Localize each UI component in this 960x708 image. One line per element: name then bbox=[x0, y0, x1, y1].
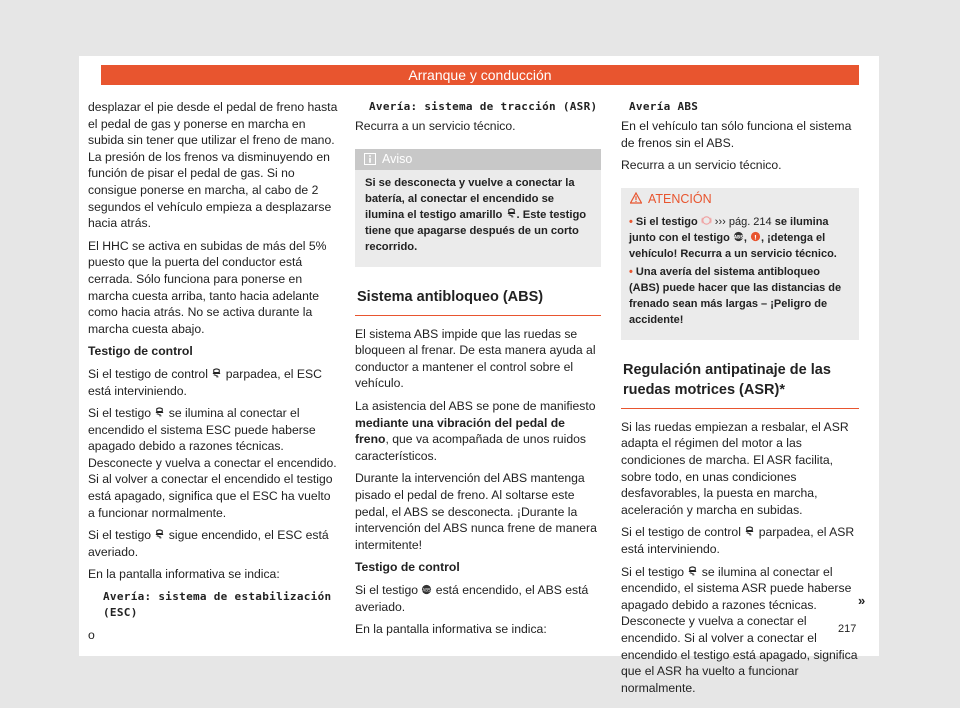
paragraph bbox=[355, 398, 601, 464]
esc-warning-icon bbox=[687, 566, 698, 577]
warning-box-body bbox=[621, 210, 859, 340]
page-number: 217 bbox=[838, 623, 857, 635]
paragraph bbox=[355, 582, 601, 615]
chapter-header: Arranque y conducción bbox=[101, 65, 859, 85]
paragraph bbox=[88, 405, 340, 521]
esc-warning-icon bbox=[506, 208, 517, 219]
paragraph bbox=[88, 366, 340, 399]
text-run: . Este testigo tiene que apagarse después de un corto recorrido. bbox=[365, 208, 587, 253]
paragraph bbox=[621, 524, 859, 557]
subheading: Testigo de control bbox=[355, 560, 460, 575]
text-run: parpadea, el ESC está interviniendo. bbox=[88, 366, 322, 398]
abs-warning-icon bbox=[421, 584, 432, 595]
paragraph: El sistema ABS impide que las ruedas se bloqueen al frenar. De esta manera ayuda al conductor a mantener el control sobre el vehículo. bbox=[355, 326, 596, 391]
paragraph: desplazar el pie desde el pedal de freno hasta el pedal de gas y ponerse en marcha en subida sin tener que utilizar el freno de mano. La presión de los frenos va disminuyendo en función de pisar el pedal de gas. Si no consigue ponerse en marcha, al cabo de 2 segundos el vehículo empieza a desplazarse hacia atrás. bbox=[88, 100, 338, 231]
warning-box-header bbox=[621, 188, 859, 210]
column-1 bbox=[88, 99, 340, 650]
emphasis-text: mediante una vibración del pedal de freno bbox=[355, 415, 565, 447]
esc-warning-icon bbox=[154, 407, 165, 418]
section-heading: Regulación antipatinaje de las ruedas motrices (ASR)* bbox=[621, 360, 859, 409]
text-run: Si el testigo de control bbox=[621, 525, 741, 540]
info-icon bbox=[364, 153, 376, 165]
display-message: Avería: sistema de estabilización (ESC) bbox=[103, 590, 332, 620]
note-box bbox=[355, 149, 601, 267]
warning-triangle-icon bbox=[630, 192, 642, 204]
note-box-header bbox=[355, 149, 601, 170]
paragraph: Recurra a un servicio técnico. bbox=[355, 119, 516, 133]
esc-warning-icon bbox=[154, 529, 165, 540]
abs-warning-icon bbox=[733, 231, 744, 242]
column-3 bbox=[621, 99, 859, 702]
brake-warning-icon bbox=[701, 215, 712, 226]
warning-box-title: ATENCIÓN bbox=[648, 191, 712, 206]
text-run: se ilumina al conectar el encendido el sistema ESC puede haberse apagado debido a razones técnicas. Desconecte y vuelva a conectar el encendido. Si al volver a conectar el encendido el testigo está apagado, significa que el ESC ha vuelto a funcionar normalmente. bbox=[88, 406, 337, 520]
display-message: Avería ABS bbox=[629, 100, 699, 113]
paragraph bbox=[88, 527, 340, 560]
esc-warning-icon bbox=[744, 526, 755, 537]
section-heading: Sistema antibloqueo (ABS) bbox=[355, 287, 601, 316]
svg-text:ABS: ABS bbox=[422, 587, 431, 593]
paragraph: En la pantalla informativa se indica: bbox=[355, 622, 547, 637]
paragraph: Durante la intervención del ABS mantenga pisado el pedal de freno. Al soltarse este pedal, el ABS se desconecta. ¡Durante la intervención del ABS nunca frene de manera intermitente! bbox=[355, 471, 597, 552]
bullet-icon: • bbox=[629, 215, 633, 228]
text-run: Si el testigo bbox=[635, 215, 698, 228]
text-run: Si el testigo de control bbox=[88, 366, 208, 381]
text-run: , que va acompañada de unos ruidos característicos. bbox=[355, 432, 587, 463]
page-reference: ››› pág. 214 bbox=[714, 215, 772, 228]
text-run: Una avería del sistema antibloqueo (ABS) puede hacer que las distancias de frenado sean más largas – ¡Peligro de accidente! bbox=[629, 265, 842, 326]
text-run: Si el testigo bbox=[355, 582, 419, 597]
paragraph: En la pantalla informativa se indica: bbox=[88, 567, 280, 582]
bullet-item bbox=[629, 264, 851, 328]
text-run: parpadea, el ASR está interviniendo. bbox=[621, 525, 855, 556]
note-box-body bbox=[355, 170, 601, 267]
continue-mark: » bbox=[858, 593, 866, 608]
brake-fault-icon bbox=[750, 231, 761, 242]
esc-warning-icon bbox=[211, 368, 222, 379]
warning-box bbox=[621, 188, 859, 340]
text-run: sigue encendido, el ESC está averiado. bbox=[88, 528, 329, 559]
bullet-item: • Si el testigo ››› pág. 214 se ilumina junto con el testigo ABS , ! , ¡detenga el vehículo! Recurra a un servicio técnico. bbox=[629, 215, 837, 260]
text-run: Si se desconecta y vuelve a conectar la batería, al conectar el encendido se ilumina el testigo amarillo bbox=[365, 176, 575, 221]
note-box-title: Aviso bbox=[382, 151, 413, 166]
bullet-icon: • bbox=[629, 265, 633, 278]
text-run: Si el testigo bbox=[88, 406, 152, 421]
paragraph: Si las ruedas empiezan a resbalar, el ASR adapta el régimen del motor a las condiciones de marcha. El ASR facilita, sobre todo, en unas condiciones desfavorables, la puesta en marcha, aceleración y marcha en subidas. bbox=[621, 419, 849, 517]
text-run: , ¡detenga el vehículo! Recurra a un servicio técnico. bbox=[629, 231, 837, 260]
text-run: se ilumina al conectar el encendido, el sistema ASR puede haberse apagado debido a razones técnicas. Desconecte y vuelva a conectar el encendido. Si al volver a conectar el encendido el testigo está apagado, significa que el ASR ha vuelto a funcionar normalmente. bbox=[621, 564, 858, 695]
column-2 bbox=[355, 99, 601, 644]
paragraph: En el vehículo tan sólo funciona el sistema de frenos sin el ABS. bbox=[621, 119, 852, 150]
subheading: Testigo de control bbox=[88, 344, 193, 359]
svg-text:ABS: ABS bbox=[733, 234, 744, 240]
display-message: Avería: sistema de tracción (ASR) bbox=[369, 100, 598, 113]
text-run: La asistencia del ABS se pone de manifiesto bbox=[355, 398, 596, 413]
paragraph: o bbox=[88, 628, 95, 643]
text-run: Si el testigo bbox=[88, 528, 152, 543]
paragraph bbox=[621, 564, 859, 697]
text-run: está encendido, el ABS está averiado. bbox=[355, 582, 589, 614]
paragraph: Recurra a un servicio técnico. bbox=[621, 158, 782, 173]
paragraph: El HHC se activa en subidas de más del 5% puesto que la puerta del conductor está cerrada. Sólo funciona para ponerse en marcha cuesta arriba, tanto hacia adelante como hacia atrás. No se activa durante la marcha cuesta abajo. bbox=[88, 238, 327, 336]
text-run: se ilumina junto con el testigo bbox=[629, 215, 829, 244]
text-run: Si el testigo bbox=[621, 564, 685, 579]
svg-text:!: ! bbox=[754, 233, 757, 242]
